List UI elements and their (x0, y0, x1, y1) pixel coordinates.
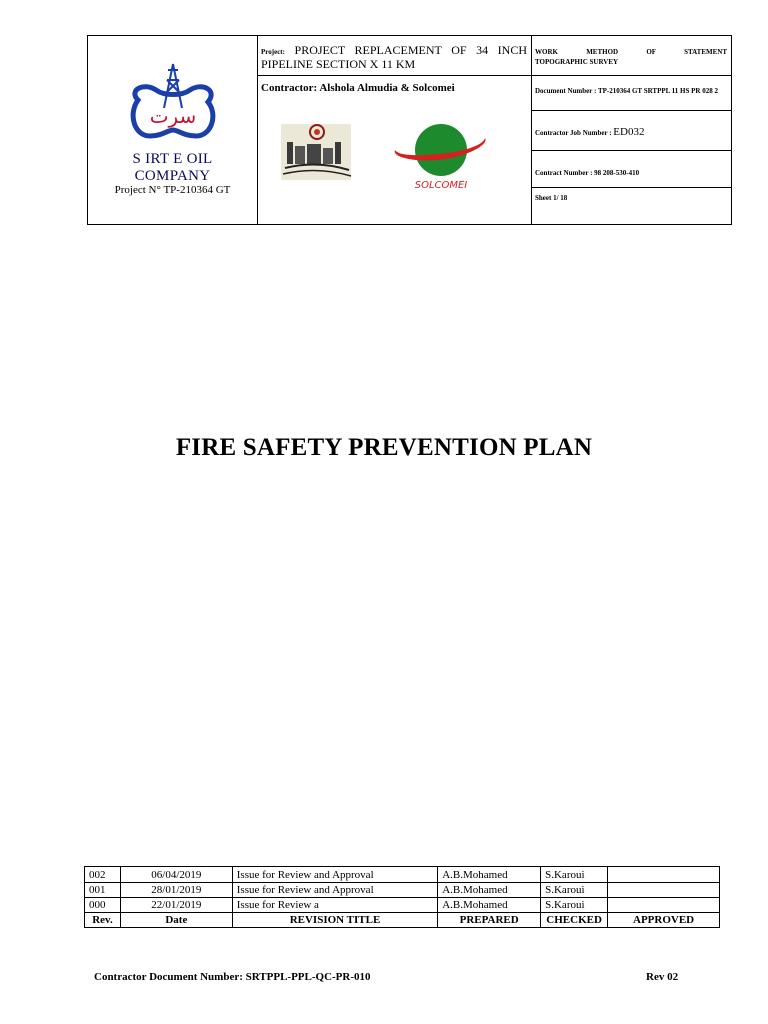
table-row: 001 28/01/2019 Issue for Review and Approval A.B.Mohamed S.Karoui (85, 883, 720, 898)
table-row: 002 06/04/2019 Issue for Review and Approval A.B.Mohamed S.Karoui (85, 867, 720, 883)
document-info-cell (531, 36, 731, 224)
footer-rev: Rev 02 (646, 971, 679, 983)
sirte-oil-logo (126, 60, 220, 150)
header-table (87, 35, 732, 225)
company-name: S IRT E OIL COMPANY (132, 151, 213, 184)
solcomei-logo-text: SOLCOMEI (414, 180, 468, 191)
alshola-almudia-logo (279, 120, 355, 182)
sheet-number: Sheet 1/ 18 (535, 194, 568, 202)
table-row: 000 22/01/2019 Issue for Review a A.B.Mohamed S.Karoui (85, 898, 720, 913)
arabic-text: سرت (149, 104, 197, 128)
document-number: Document Number : TP-210364 GT SRTPPL 11 HS PR 028 2 (531, 76, 731, 111)
project-title (257, 36, 531, 76)
contract-number: Contract Number : 98 208-530-410 (531, 151, 731, 188)
table-header-row: Rev. Date REVISION TITLE PREPARED CHECKED APPROVED (85, 913, 720, 928)
work-method: WORK METHOD OF STATEMENT TOPOGRAPHIC SURVEY (531, 36, 731, 76)
project-value: PROJECT REPLACEMENT OF 34 INCH PIPELINE SECTION X 11 KM (261, 43, 528, 71)
project-cell (257, 36, 532, 224)
project-number: Project N° TP-210364 GT (114, 184, 231, 196)
project-label: Project: (261, 48, 285, 56)
solcomei-logo (391, 122, 491, 192)
document-title: FIRE SAFETY PREVENTION PLAN (175, 434, 593, 461)
contractor-job-number: Contractor Job Number : ED032 (531, 111, 731, 151)
contractor-name: Contractor: Alshola Almudia & Solcomei (261, 82, 455, 94)
footer-doc-number: Contractor Document Number: SRTPPL-PPL-QC-PR-010 (94, 971, 371, 983)
company-cell (88, 36, 258, 224)
revision-table (84, 866, 720, 928)
